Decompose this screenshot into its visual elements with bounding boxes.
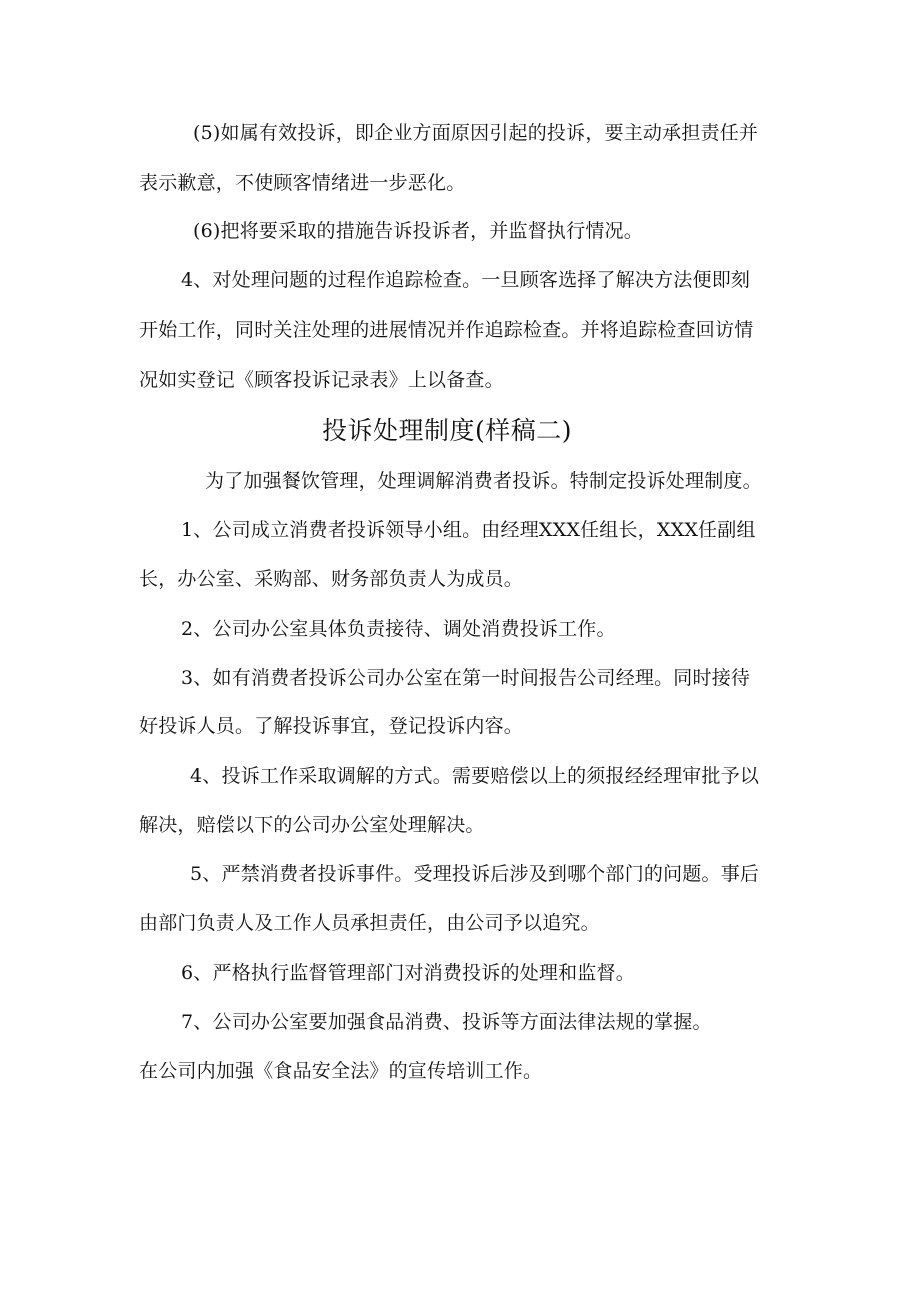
paragraph-line: (5)如属有效投诉，即企业方面原因引起的投诉，要主动承担责任并 (193, 122, 759, 144)
paragraph-line: 表示歉意，不使顾客情绪进一步恶化。 (139, 172, 466, 194)
paragraph-line: 开始工作，同时关注处理的进展情况并作追踪检查。并将追踪检查回访情 (139, 319, 754, 341)
paragraph-line: 好投诉人员。了解投诉事宜，登记投诉内容。 (139, 715, 524, 737)
paragraph-line: 4、投诉工作采取调解的方式。需要赔偿以上的须报经经理审批予以 (190, 765, 760, 787)
paragraph-line: 4、对处理问题的过程作追踪检查。一旦顾客选择了解决方法便即刻 (181, 269, 751, 291)
paragraph-line: 在公司内加强《食品安全法》的宣传培训工作。 (139, 1060, 543, 1082)
paragraph-line: 5、严禁消费者投诉事件。受理投诉后涉及到哪个部门的问题。事后 (190, 863, 760, 885)
paragraph-line: 2、公司办公室具体负责接待、调处消费投诉工作。 (181, 618, 616, 640)
paragraph-line: 由部门负责人及工作人员承担责任，由公司予以追究。 (139, 912, 600, 934)
paragraph-line: 1、公司成立消费者投诉领导小组。由经理XXX任组长，XXX任副组 (181, 519, 756, 541)
paragraph-line: 6、严格执行监督管理部门对消费投诉的处理和监督。 (181, 962, 635, 984)
section-title: 投诉处理制度(样稿二) (322, 416, 573, 445)
paragraph-line: 为了加强餐饮管理，处理调解消费者投诉。特制定投诉处理制度。 (205, 470, 762, 492)
paragraph-line: 长，办公室、采购部、财务部负责人为成员。 (139, 568, 524, 590)
paragraph-line: (6)把将要采取的措施告诉投诉者，并监督执行情况。 (193, 220, 643, 242)
paragraph-line: 解决，赔偿以下的公司办公室处理解决。 (139, 814, 485, 836)
paragraph-line: 况如实登记《顾客投诉记录表》上以备查。 (139, 369, 504, 391)
paragraph-line: 3、如有消费者投诉公司办公室在第一时间报告公司经理。同时接待 (181, 667, 751, 689)
paragraph-line: 7、公司办公室要加强食品消费、投诉等方面法律法规的掌握。 (181, 1011, 712, 1033)
